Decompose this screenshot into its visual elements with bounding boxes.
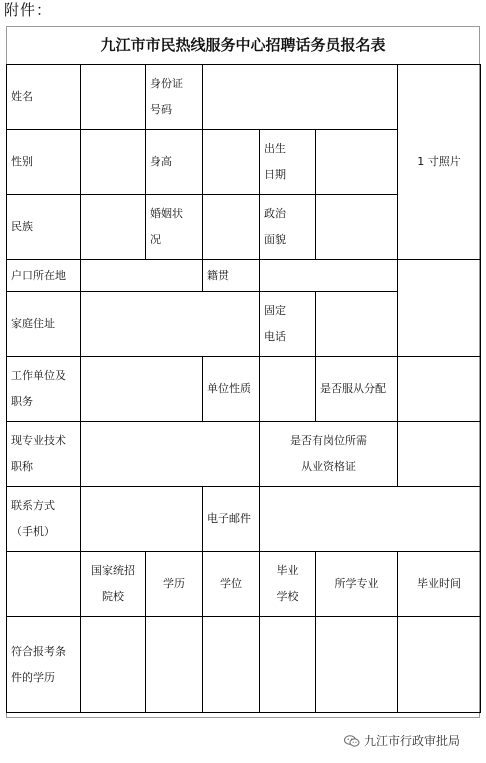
row-contact bbox=[7, 487, 481, 552]
photo-box[interactable]: 1 寸照片 bbox=[398, 65, 481, 260]
hukou-label: 户口所在地 bbox=[7, 260, 81, 292]
edu-degree-value[interactable] bbox=[203, 617, 260, 713]
marital-status-label: 婚姻状 况 bbox=[146, 195, 203, 260]
political-status-label: 政治 面貌 bbox=[260, 195, 316, 260]
height-label: 身高 bbox=[146, 130, 203, 195]
id-number-value[interactable] bbox=[203, 65, 398, 130]
name-label: 姓名 bbox=[7, 65, 81, 130]
ethnicity-value[interactable] bbox=[81, 195, 146, 260]
attachment-label: 附件： bbox=[4, 1, 53, 19]
professional-title-value[interactable] bbox=[81, 422, 260, 487]
edu-national-school-value[interactable] bbox=[81, 617, 146, 713]
row-work-unit bbox=[7, 357, 481, 422]
ethnicity-label: 民族 bbox=[7, 195, 81, 260]
education-row-qualifying bbox=[7, 617, 481, 713]
col-national-school: 国家统招 院校 bbox=[81, 552, 146, 617]
col-major: 所学专业 bbox=[316, 552, 398, 617]
col-degree-level: 学历 bbox=[146, 552, 203, 617]
wechat-icon bbox=[344, 735, 360, 747]
contact-value[interactable] bbox=[81, 487, 203, 552]
email-label: 电子邮件 bbox=[203, 487, 260, 552]
work-unit-label: 工作单位及 职务 bbox=[7, 357, 81, 422]
col-graduation-time: 毕业时间 bbox=[398, 552, 481, 617]
obey-assignment-value[interactable] bbox=[398, 357, 481, 422]
qualification-cert-value[interactable] bbox=[398, 422, 481, 487]
edu-major-value[interactable] bbox=[316, 617, 398, 713]
hukou-value[interactable] bbox=[81, 260, 203, 292]
education-corner-cell bbox=[7, 552, 81, 617]
height-value[interactable] bbox=[203, 130, 260, 195]
professional-title-label: 现专业技术 职称 bbox=[7, 422, 81, 487]
col-graduate-school: 毕业 学校 bbox=[260, 552, 316, 617]
id-number-label: 身份证 号码 bbox=[146, 65, 203, 130]
unit-nature-value[interactable] bbox=[260, 357, 316, 422]
marital-status-value[interactable] bbox=[203, 195, 260, 260]
gender-value[interactable] bbox=[81, 130, 146, 195]
home-address-label: 家庭住址 bbox=[7, 292, 81, 357]
watermark bbox=[344, 734, 460, 748]
registration-form-table bbox=[6, 64, 481, 713]
home-address-value[interactable] bbox=[81, 292, 260, 357]
qualifying-education-label: 符合报考条 件的学历 bbox=[7, 617, 81, 713]
gender-label: 性别 bbox=[7, 130, 81, 195]
photo-side-blank bbox=[398, 260, 481, 357]
row-professional-title bbox=[7, 422, 481, 487]
native-place-value[interactable] bbox=[260, 260, 398, 292]
watermark-text: 九江市行政审批局 bbox=[364, 734, 461, 748]
edu-degree-level-value[interactable] bbox=[146, 617, 203, 713]
native-place-label: 籍贯 bbox=[203, 260, 260, 292]
col-degree: 学位 bbox=[203, 552, 260, 617]
edu-graduation-time-value[interactable] bbox=[398, 617, 481, 713]
landline-value[interactable] bbox=[316, 292, 398, 357]
qualification-cert-label: 是否有岗位所需 从业资格证 bbox=[260, 422, 398, 487]
political-status-value[interactable] bbox=[316, 195, 398, 260]
email-value[interactable] bbox=[260, 487, 481, 552]
contact-label: 联系方式 （手机） bbox=[7, 487, 81, 552]
birth-date-label: 出生 日期 bbox=[260, 130, 316, 195]
row-name bbox=[7, 65, 481, 130]
edu-graduate-school-value[interactable] bbox=[260, 617, 316, 713]
name-value[interactable] bbox=[81, 65, 146, 130]
obey-assignment-label: 是否服从分配 bbox=[316, 357, 398, 422]
row-hukou bbox=[7, 260, 481, 292]
unit-nature-label: 单位性质 bbox=[203, 357, 260, 422]
form-title: 九江市市民热线服务中心招聘话务员报名表 bbox=[100, 36, 386, 54]
birth-date-value[interactable] bbox=[316, 130, 398, 195]
landline-label: 固定 电话 bbox=[260, 292, 316, 357]
education-header-row bbox=[7, 552, 481, 617]
work-unit-value[interactable] bbox=[81, 357, 203, 422]
